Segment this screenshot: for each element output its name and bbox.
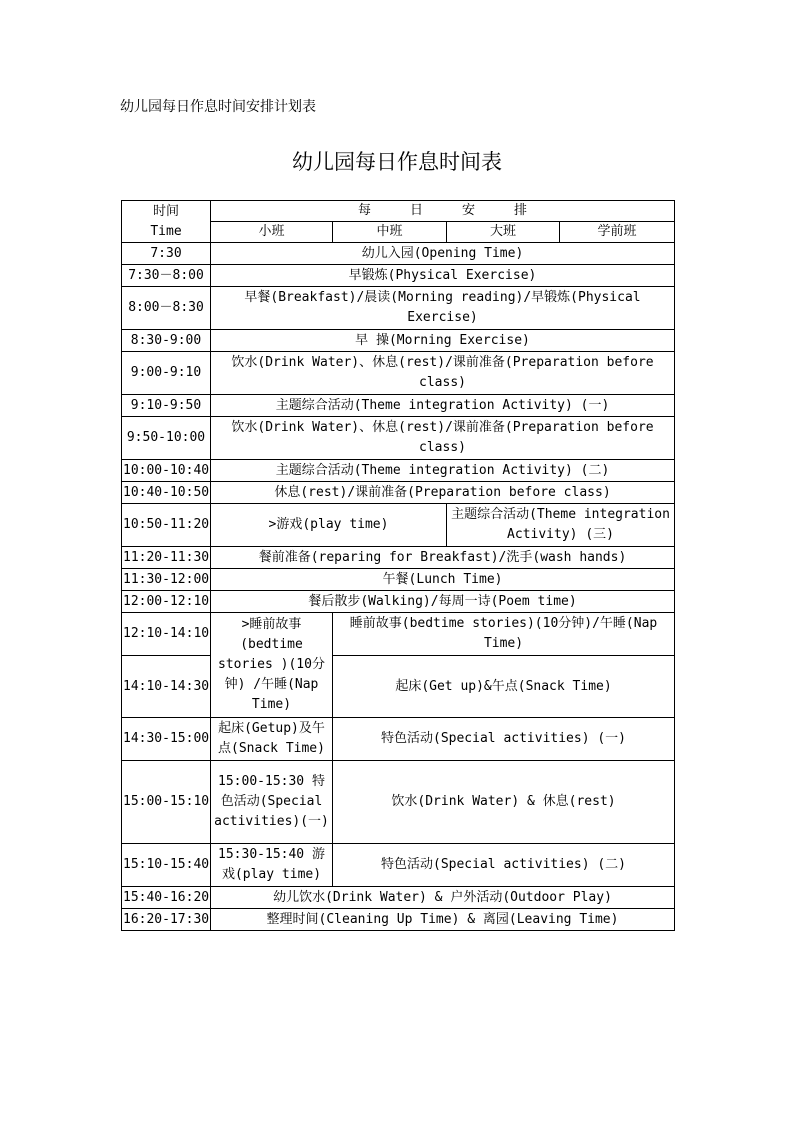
time-cell: 11:20-11:30 — [122, 547, 211, 569]
activity-cell: 饮水(Drink Water)、休息(rest)/课前准备(Preparation before class) — [211, 417, 675, 460]
time-cell: 9:10-9:50 — [122, 395, 211, 417]
class-header-small: 小班 — [211, 222, 333, 243]
time-cell: 15:40-16:20 — [122, 887, 211, 909]
activity-cell: 主题综合活动(Theme integration Activity) (二) — [211, 460, 675, 482]
table-row — [122, 613, 675, 656]
time-cell: 9:00-9:10 — [122, 352, 211, 395]
table-row — [122, 330, 675, 352]
activity-cell: 早 操(Morning Exercise) — [211, 330, 675, 352]
activity-cell: 午餐(Lunch Time) — [211, 569, 675, 591]
time-cell: 7:30－8:00 — [122, 265, 211, 287]
activity-cell: 饮水(Drink Water)、休息(rest)/课前准备(Preparation before class) — [211, 352, 675, 395]
activity-cell: 餐后散步(Walking)/每周一诗(Poem time) — [211, 591, 675, 613]
time-cell: 14:30-15:00 — [122, 718, 211, 761]
table-row — [122, 761, 675, 844]
time-cell: 8:00－8:30 — [122, 287, 211, 330]
table-row — [122, 591, 675, 613]
table-row — [122, 460, 675, 482]
time-cell: 12:00-12:10 — [122, 591, 211, 613]
table-row — [122, 265, 675, 287]
table-row — [122, 569, 675, 591]
table-row — [122, 887, 675, 909]
time-header-cell: 时间 Time — [122, 201, 211, 243]
table-row — [122, 504, 675, 547]
activity-cell: 早锻炼(Physical Exercise) — [211, 265, 675, 287]
arrangement-header-cell: 每 日 安 排 — [211, 201, 675, 222]
class-header-middle: 中班 — [333, 222, 447, 243]
activity-cell-other-classes: 睡前故事(bedtime stories)(10分钟)/午睡(Nap Time) — [333, 613, 675, 656]
table-row — [122, 844, 675, 887]
activity-cell: 休息(rest)/课前准备(Preparation before class) — [211, 482, 675, 504]
activity-cell: 主题综合活动(Theme integration Activity) (一) — [211, 395, 675, 417]
time-cell: 15:00-15:10 — [122, 761, 211, 844]
table-row — [122, 909, 675, 931]
table-row — [122, 243, 675, 265]
table-row — [122, 287, 675, 330]
activity-cell: 幼儿饮水(Drink Water) & 户外活动(Outdoor Play) — [211, 887, 675, 909]
time-cell: 10:50-11:20 — [122, 504, 211, 547]
activity-cell-small-class: >睡前故事(bedtime stories )(10分钟) /午睡(Nap Time) — [211, 613, 333, 718]
activity-cell-large-preschool: 主题综合活动(Theme integration Activity) (三) — [447, 504, 675, 547]
time-cell: 9:50-10:00 — [122, 417, 211, 460]
activity-cell-other-classes: 特色活动(Special activities) (一) — [333, 718, 675, 761]
activity-cell-small-class: 15:00-15:30 特色活动(Special activities)(一) — [211, 761, 333, 844]
header-row — [122, 201, 675, 222]
table-row — [122, 482, 675, 504]
time-cell: 8:30-9:00 — [122, 330, 211, 352]
activity-cell: 早餐(Breakfast)/晨读(Morning reading)/早锻炼(Physical Exercise) — [211, 287, 675, 330]
time-cell: 7:30 — [122, 243, 211, 265]
table-row — [122, 718, 675, 761]
activity-cell: 幼儿入园(Opening Time) — [211, 243, 675, 265]
activity-cell-other-classes: 特色活动(Special activities) (二) — [333, 844, 675, 887]
schedule-table — [121, 200, 675, 931]
activity-cell-small-class: 15:30-15:40 游戏(play time) — [211, 844, 333, 887]
activity-cell-other-classes: 饮水(Drink Water) & 休息(rest) — [333, 761, 675, 844]
table-row — [122, 547, 675, 569]
time-cell: 10:00-10:40 — [122, 460, 211, 482]
table-row — [122, 656, 675, 718]
time-cell: 12:10-14:10 — [122, 613, 211, 656]
activity-cell-small-middle: >游戏(play time) — [211, 504, 447, 547]
table-row — [122, 395, 675, 417]
time-cell: 15:10-15:40 — [122, 844, 211, 887]
activity-cell-other-classes: 起床(Get up)&午点(Snack Time) — [333, 656, 675, 718]
time-cell: 16:20-17:30 — [122, 909, 211, 931]
activity-cell: 餐前准备(reparing for Breakfast)/洗手(wash hands) — [211, 547, 675, 569]
class-header-large: 大班 — [447, 222, 560, 243]
activity-cell-small-class: 起床(Getup)及午点(Snack Time) — [211, 718, 333, 761]
table-row — [122, 352, 675, 395]
time-cell: 14:10-14:30 — [122, 656, 211, 718]
document-header: 幼儿园每日作息时间安排计划表 — [120, 99, 316, 115]
class-header-preschool: 学前班 — [560, 222, 675, 243]
time-cell: 10:40-10:50 — [122, 482, 211, 504]
activity-cell: 整理时间(Cleaning Up Time) & 离园(Leaving Time) — [211, 909, 675, 931]
time-cell: 11:30-12:00 — [122, 569, 211, 591]
document-title: 幼儿园每日作息时间表 — [292, 150, 502, 174]
table-row — [122, 417, 675, 460]
